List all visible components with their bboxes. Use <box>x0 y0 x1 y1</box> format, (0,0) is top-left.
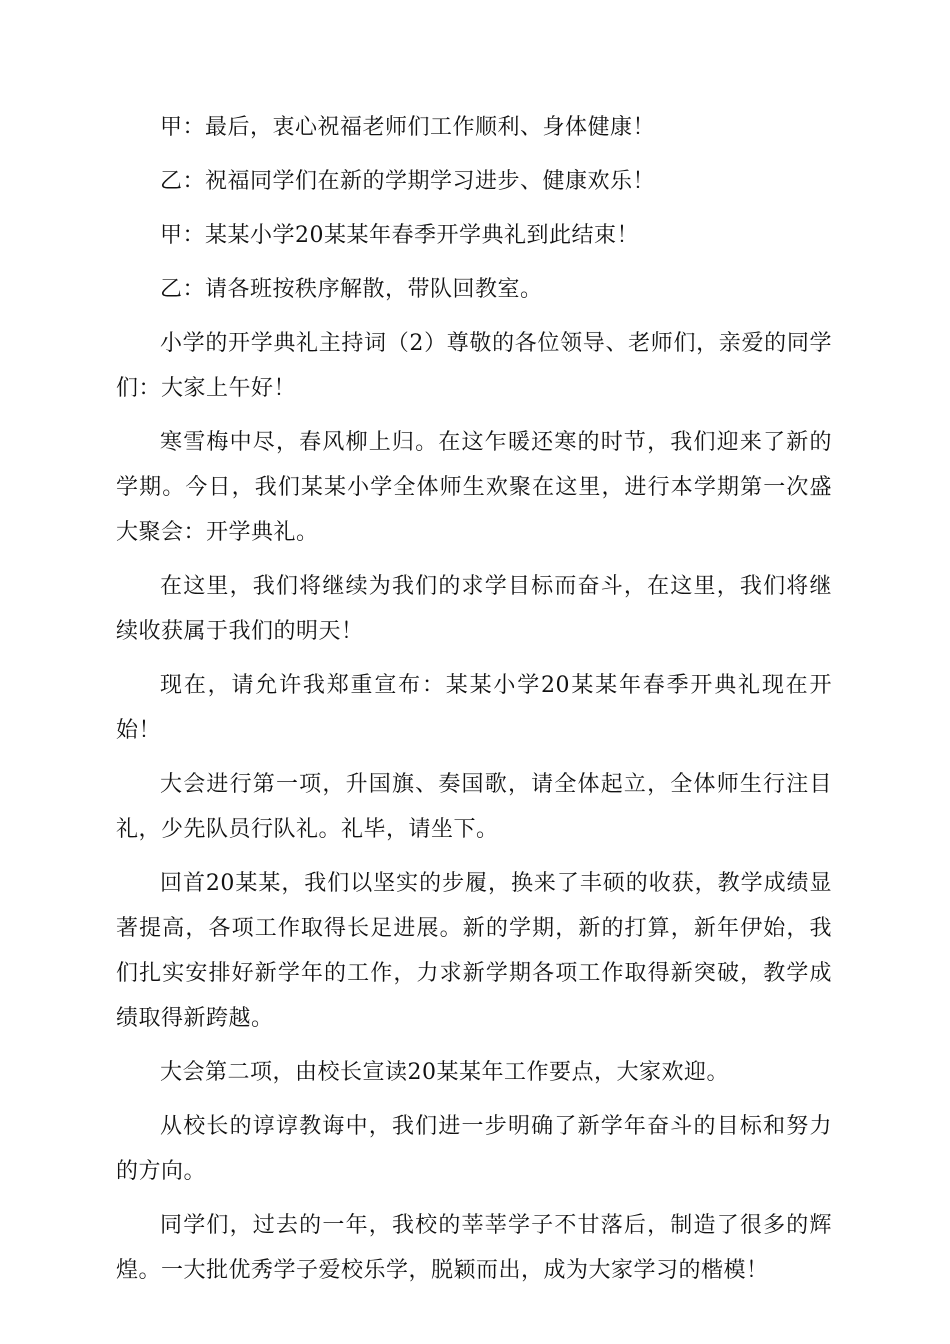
paragraph: 从校长的谆谆教诲中，我们进一步明确了新学年奋斗的目标和努力的方向。 <box>116 1114 832 1184</box>
paragraph: 回首20某某，我们以坚实的步履，换来了丰硕的收获，教学成绩显著提高，各项工作取得长足进展。新的学期，新的打算，新年伊始，我们扎实安排好新学年的工作，力求新学期各项工作取得新突破，教学成绩取得新跨越。 <box>116 871 832 1031</box>
paragraph: 大会进行第一项，升国旗、奏国歌，请全体起立，全体师生行注目礼，少先队员行队礼。礼毕，请坐下。 <box>116 772 832 842</box>
paragraph: 乙：请各班按秩序解散，带队回教室。 <box>160 277 543 302</box>
paragraph: 甲：某某小学20某某年春季开学典礼到此结束！ <box>160 223 639 248</box>
paragraph: 同学们，过去的一年，我校的莘莘学子不甘落后，制造了很多的辉煌。一大批优秀学子爱校乐学，脱颖而出，成为大家学习的楷模！ <box>116 1213 832 1283</box>
document-body <box>116 105 832 1302</box>
paragraph: 甲：最后，衷心祝福老师们工作顺利、身体健康！ <box>160 115 656 140</box>
paragraph: 寒雪梅中尽，春风柳上归。在这乍暖还寒的时节，我们迎来了新的学期。今日，我们某某小学全体师生欢聚在这里，进行本学期第一次盛大聚会：开学典礼。 <box>116 430 832 545</box>
paragraph: 在这里，我们将继续为我们的求学目标而奋斗，在这里，我们将继续收获属于我们的明天！ <box>116 574 832 644</box>
paragraph: 小学的开学典礼主持词（2）尊敬的各位领导、老师们，亲爱的同学们：大家上午好！ <box>116 331 832 401</box>
paragraph: 乙：祝福同学们在新的学期学习进步、健康欢乐！ <box>160 169 656 194</box>
paragraph: 现在，请允许我郑重宣布：某某小学20某某年春季开典礼现在开始！ <box>116 673 832 743</box>
paragraph: 大会第二项，由校长宣读20某某年工作要点，大家欢迎。 <box>160 1060 729 1085</box>
